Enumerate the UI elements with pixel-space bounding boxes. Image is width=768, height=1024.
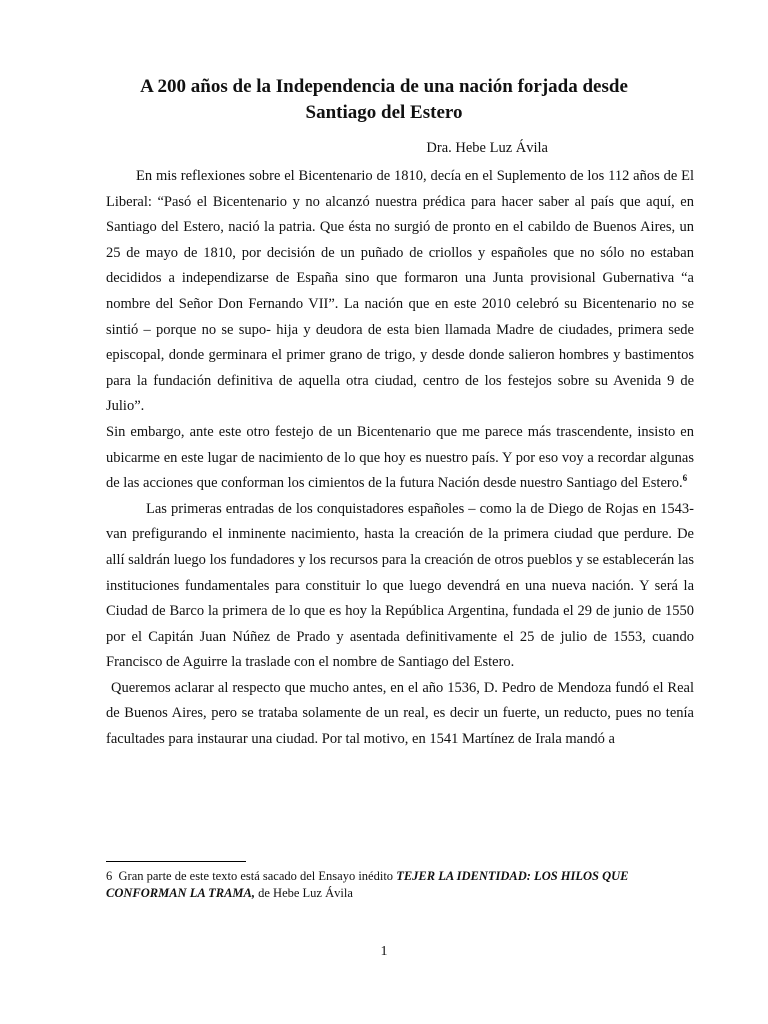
paragraph-2-text: Sin embargo, ante este otro festejo de un Bicentenario que me parece más trascendente, insisto en ubicarme en este lugar de nacimiento de lo que hoy es nuestro país. Y por eso voy a recordar algunas de las acciones que conforman los cimientos de la futura Nación desde nuestro Santiago del Estero.	[106, 423, 694, 492]
author-name: Dra. Hebe Luz Ávila	[426, 140, 548, 156]
footnote-separator	[106, 861, 246, 862]
paragraph-1: En mis reflexiones sobre el Bicentenario de 1810, decía en el Suplemento de los 112 años de El Liberal: “Pasó el Bicentenario y no alcanzó nuestra prédica para hacer saber al país que aquí, en Santiago del Estero, nació la patria. Que ésta no surgió de pronto en el cabildo de Buenos Aires, un 25 de mayo de 1810, por decisión de un puñado de criollos y españoles que no sólo no estaban decididos a independizarse de España sino que formaron una Junta provisional Gubernativa “a nombre del Señor Don Fernando VII”. La nación que en este 2010 celebró su Bicentenario no se sintió – porque no se supo- hija y deudora de esta bien llamada Madre de ciudades, primera sede episcopal, donde germinara el primer grano de trigo, y desde donde salieron hombres y bastimentos para la fundación definitiva de aquella otra ciudad, centro de los festejos sobre su Avenida 9 de Julio”.	[106, 168, 694, 415]
footnote-attribution: de Hebe Luz Ávila	[258, 886, 353, 900]
document-title	[80, 74, 688, 126]
paragraph-3: Las primeras entradas de los conquistadores españoles – como la de Diego de Rojas en 1543- van prefigurando el inminente nacimiento, hasta la creación de la primera ciudad que perdure. De allí saldrán luego los fundadores y los recursos para la creación de otros pueblos y se establecerán las instituciones fundamentales para constituir lo que luego devendrá en una nueva nación. Y será la Ciudad de Barco la primera de lo que es hoy la República Argentina, fundada el 29 de junio de 1550 por el Capitán Juan Núñez de Prado y asentada definitivamente el 25 de julio de 1553, cuando Francisco de Aguirre la traslade con el nombre de Santiago del Estero.	[106, 500, 694, 671]
document-body	[106, 164, 694, 753]
footnote-work-title: TEJER LA IDENTIDAD: LOS HILOS QUE CONFORMAN LA TRAMA,	[106, 869, 629, 900]
paragraph-4: Queremos aclarar al respecto que mucho antes, en el año 1536, D. Pedro de Mendoza fundó el Real de Buenos Aires, pero se trataba solamente de un real, es decir un fuerte, un reducto, pues no tenía facultades para instaurar una ciudad. Por tal motivo, en 1541 Martínez de Irala mandó a	[106, 679, 694, 748]
footnote-number: 6	[106, 869, 113, 883]
footnote-text: Gran parte de este texto está sacado del Ensayo inédito	[118, 869, 394, 883]
page-number: 1	[380, 944, 388, 959]
paragraph-2	[106, 420, 694, 497]
footnote-reference: 6	[682, 473, 688, 484]
title-line-2: Santiago del Estero	[305, 102, 463, 123]
footnote	[106, 868, 694, 902]
title-line-1: A 200 años de la Independencia de una nación forjada desde	[140, 76, 628, 97]
